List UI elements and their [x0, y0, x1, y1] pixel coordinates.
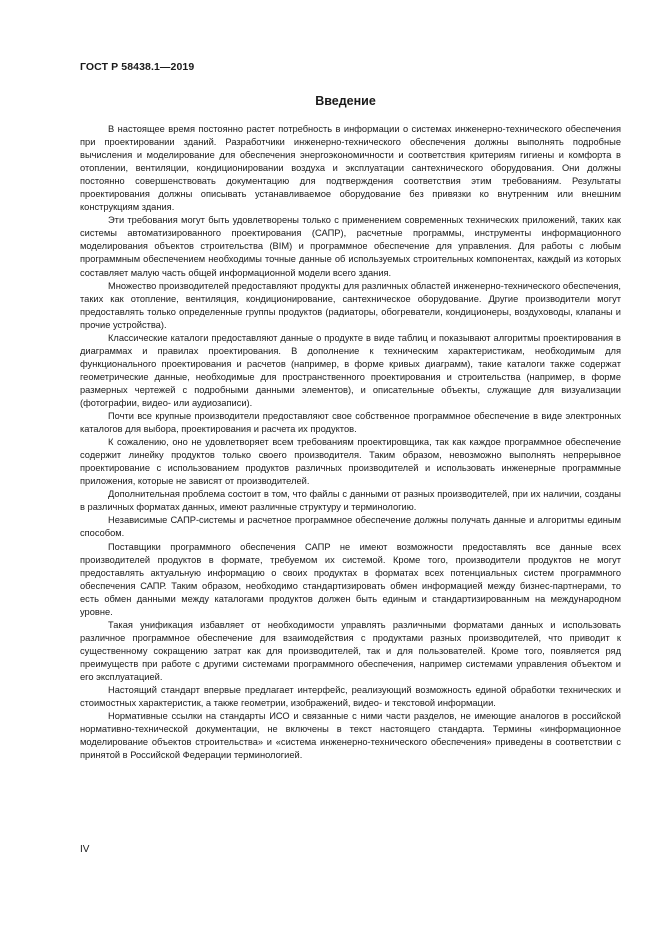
- paragraph: Такая унификация избавляет от необходимости управлять различными форматами данных и использовать различное программное обеспечение для взаимодействия с продуктами разных производителей, что приводит к существенному сокращению затрат как для производителей, так и для пользователей. Кроме того, появляется ряд преимуществ при работе с другими системами программного обеспечения, например системами управления объектом и его эксплуатацией.: [80, 619, 621, 682]
- section-title: Введение: [315, 94, 376, 108]
- paragraph: Почти все крупные производители предоставляют свое собственное программное обеспечение в виде электронных каталогов для выбора, проектирования и расчета их продуктов.: [80, 411, 621, 435]
- paragraph: Классические каталоги предоставляют данные о продукте в виде таблиц и показывают алгоритмы проектирования в диаграммах и правилах проектирования. В дополнение к техническим характеристикам, необходимым для функционального проектирования и расчетов (например, в форме кривых диаграмм), такие каталоги также содержат геометрические данные, необходимые для пространственного проектирования и строительства (например, в форме размерных чертежей с подробными данными элементов), и описательные объекты, служащие для визуализации (фотографии, видео- или аудиозаписи).: [80, 332, 621, 408]
- page-number: IV: [80, 844, 90, 855]
- body-text: [80, 123, 621, 762]
- paragraph: Поставщики программного обеспечения САПР не имеют возможности предоставлять все данные всех производителей продуктов в формате, требуемом их системой. Кроме того, производители продуктов не могут предоставлять актуальную информацию о своих продуктах в форматах всех потенциальных систем программного обеспечения САПР. Таким образом, необходимо стандартизировать обмен информацией между бизнес-партнерами, то есть обмен данными между каталогами продуктов должен быть единым и стандартизированным на международном уровне.: [80, 541, 621, 617]
- paragraph: Эти требования могут быть удовлетворены только с применением современных технических приложений, таких как системы автоматизированного проектирования (САПР), расчетные программы, инструменты информационного моделирования объектов строительства (BIM) и программное обеспечение для управления. Для работы с любым программным обеспечением необходимы точные данные об используемых строительных компонентах, каждый из которых составляет малую часть общей информационной модели всего здания.: [80, 215, 621, 278]
- paragraph: Дополнительная проблема состоит в том, что файлы с данными от разных производителей, при их наличии, созданы в различных форматах данных, имеют различные структуру и терминологию.: [80, 489, 621, 513]
- paragraph: К сожалению, оно не удовлетворяет всем требованиям проектировщика, так как каждое программное обеспечение содержит линейку продуктов только своего производителя. Таким образом, невозможно выполнять непрерывное проектирование с использованием продуктов различных производителей и использовать инженерные программные приложения, которые не зависят от производителей.: [80, 437, 621, 487]
- paragraph: Настоящий стандарт впервые предлагает интерфейс, реализующий возможность единой обработки технических и стоимостных характеристик, а также геометрии, изображений, видео- и текстовой информации.: [80, 685, 621, 709]
- paragraph: Множество производителей предоставляют продукты для различных областей инженерно-технического обеспечения, таких как отопление, вентиляция, кондиционирование, сантехническое оборудование. Другие производители могут предоставлять только определенные группы продуктов (радиаторы, обогреватели, кондиционеры, воздуховоды, клапаны и прочие устройства).: [80, 280, 621, 330]
- paragraph: Независимые САПР-системы и расчетное программное обеспечение должны получать данные и алгоритмы единым способом.: [80, 515, 621, 539]
- standard-designation: ГОСТ Р 58438.1—2019: [80, 61, 195, 73]
- paragraph: Нормативные ссылки на стандарты ИСО и связанные с ними части разделов, не имеющие аналогов в российской нормативно-технической документации, не включены в текст настоящего стандарта. Термины «информационное моделирование объектов строительства» и «система инженерно-технического обеспечения» приведены в соответствии с принятой в Российской Федерации терминологией.: [80, 711, 621, 761]
- paragraph: В настоящее время постоянно растет потребность в информации о системах инженерно-технического обеспечения при проектировании зданий. Разработчики инженерно-технического обеспечения должны выполнять подробные вычисления и моделирование для обеспечения энергоэкономичности и соответствия критериям гигиены и комфорта в отоплении, вентиляции, кондиционировании воздуха и эксплуатации сантехнического оборудования. Они должны постоянно совершенствовать документацию для подтверждения соответствия этим требованиям. Результаты проектирования должны описывать устанавливаемое оборудование без привязки ко внутренним или внешним конструкциям здания.: [80, 124, 621, 213]
